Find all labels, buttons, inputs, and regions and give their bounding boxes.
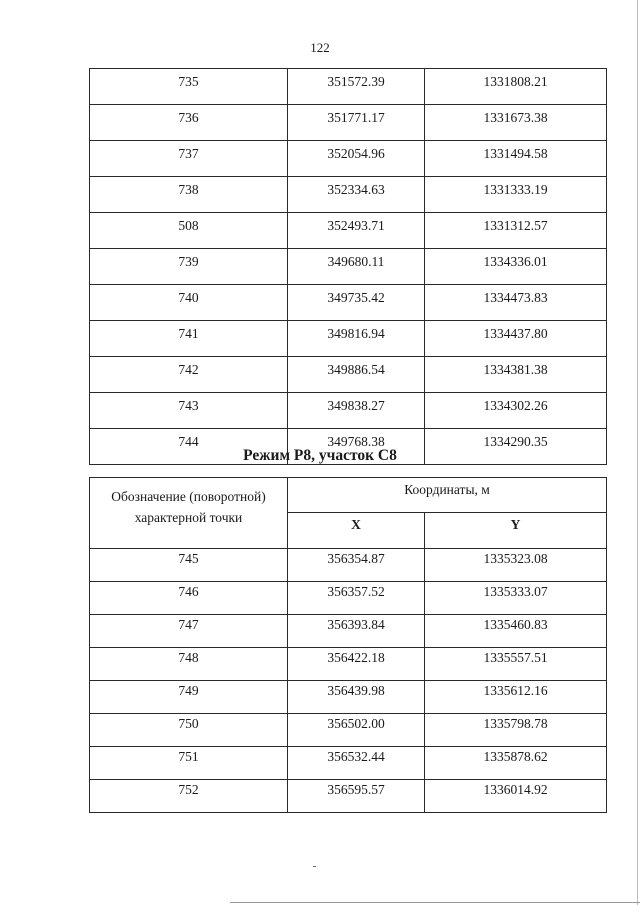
x-coordinate-cell: 349768.38 xyxy=(288,429,425,465)
column-header-coordinates: Координаты, м xyxy=(288,478,607,513)
y-coordinate-cell: 1334302.26 xyxy=(425,393,607,429)
x-coordinate-cell: 349886.54 xyxy=(288,357,425,393)
point-id-cell: 751 xyxy=(90,747,288,780)
x-coordinate-cell: 356439.98 xyxy=(288,681,425,714)
point-id-cell: 740 xyxy=(90,285,288,321)
table-row xyxy=(90,141,607,177)
x-coordinate-cell: 349816.94 xyxy=(288,321,425,357)
column-header-y: Y xyxy=(425,512,607,548)
page-number: 122 xyxy=(310,40,330,55)
scan-edge-line xyxy=(230,902,640,903)
point-id-cell: 747 xyxy=(90,615,288,648)
y-coordinate-cell: 1335798.78 xyxy=(425,714,607,747)
y-coordinate-cell: 1335878.62 xyxy=(425,747,607,780)
x-coordinate-cell: 351771.17 xyxy=(288,105,425,141)
point-id-cell: 750 xyxy=(90,714,288,747)
table-row xyxy=(90,393,607,429)
y-coordinate-cell: 1334473.83 xyxy=(425,285,607,321)
point-id-cell: 742 xyxy=(90,357,288,393)
x-coordinate-cell: 351572.39 xyxy=(288,69,425,105)
table-row xyxy=(90,747,607,780)
table-row xyxy=(90,105,607,141)
table-row xyxy=(90,648,607,681)
table-header-row xyxy=(90,478,607,513)
x-coordinate-cell: 356532.44 xyxy=(288,747,425,780)
column-header-point: Обозначение (поворотной) характерной точки xyxy=(90,478,288,549)
table-row xyxy=(90,582,607,615)
point-id-cell: 738 xyxy=(90,177,288,213)
table-row xyxy=(90,357,607,393)
point-id-cell: 748 xyxy=(90,648,288,681)
x-coordinate-cell: 349680.11 xyxy=(288,249,425,285)
x-coordinate-cell: 356357.52 xyxy=(288,582,425,615)
x-coordinate-cell: 356354.87 xyxy=(288,549,425,582)
point-id-cell: 508 xyxy=(90,213,288,249)
table-row xyxy=(90,549,607,582)
section-title: Режим Р8, участок С8 xyxy=(243,447,397,464)
point-id-cell: 736 xyxy=(90,105,288,141)
point-id-cell: 743 xyxy=(90,393,288,429)
point-id-cell: 737 xyxy=(90,141,288,177)
table-row xyxy=(90,681,607,714)
point-id-cell: 749 xyxy=(90,681,288,714)
x-coordinate-cell: 356393.84 xyxy=(288,615,425,648)
y-coordinate-cell: 1331312.57 xyxy=(425,213,607,249)
x-coordinate-cell: 356502.00 xyxy=(288,714,425,747)
x-coordinate-cell: 352334.63 xyxy=(288,177,425,213)
y-coordinate-cell: 1331494.58 xyxy=(425,141,607,177)
y-coordinate-cell: 1335323.08 xyxy=(425,549,607,582)
y-coordinate-cell: 1335612.16 xyxy=(425,681,607,714)
coordinates-table-section-c8 xyxy=(89,477,607,813)
y-coordinate-cell: 1331333.19 xyxy=(425,177,607,213)
table-row xyxy=(90,249,607,285)
x-coordinate-cell: 356422.18 xyxy=(288,648,425,681)
table-row xyxy=(90,213,607,249)
point-id-cell: 746 xyxy=(90,582,288,615)
scan-edge-line xyxy=(637,0,638,905)
x-coordinate-cell: 356595.57 xyxy=(288,780,425,813)
y-coordinate-cell: 1336014.92 xyxy=(425,780,607,813)
x-coordinate-cell: 352493.71 xyxy=(288,213,425,249)
y-coordinate-cell: 1334336.01 xyxy=(425,249,607,285)
point-id-cell: 735 xyxy=(90,69,288,105)
table-row xyxy=(90,780,607,813)
coordinates-table-continued xyxy=(89,68,607,465)
y-coordinate-cell: 1335460.83 xyxy=(425,615,607,648)
y-coordinate-cell: 1334381.38 xyxy=(425,357,607,393)
point-id-cell: 741 xyxy=(90,321,288,357)
point-id-cell: 752 xyxy=(90,780,288,813)
point-id-cell: 745 xyxy=(90,549,288,582)
table-row xyxy=(90,177,607,213)
table-row xyxy=(90,714,607,747)
point-id-cell: 739 xyxy=(90,249,288,285)
point-id-cell: 744 xyxy=(90,429,288,465)
x-coordinate-cell: 349838.27 xyxy=(288,393,425,429)
x-coordinate-cell: 349735.42 xyxy=(288,285,425,321)
y-coordinate-cell: 1331673.38 xyxy=(425,105,607,141)
table-row xyxy=(90,321,607,357)
y-coordinate-cell: 1335333.07 xyxy=(425,582,607,615)
y-coordinate-cell: 1335557.51 xyxy=(425,648,607,681)
table-row xyxy=(90,285,607,321)
y-coordinate-cell: 1334290.35 xyxy=(425,429,607,465)
y-coordinate-cell: 1331808.21 xyxy=(425,69,607,105)
scan-speck xyxy=(313,866,316,867)
table-row xyxy=(90,615,607,648)
x-coordinate-cell: 352054.96 xyxy=(288,141,425,177)
table-row xyxy=(90,69,607,105)
y-coordinate-cell: 1334437.80 xyxy=(425,321,607,357)
column-header-x: X xyxy=(288,512,425,548)
